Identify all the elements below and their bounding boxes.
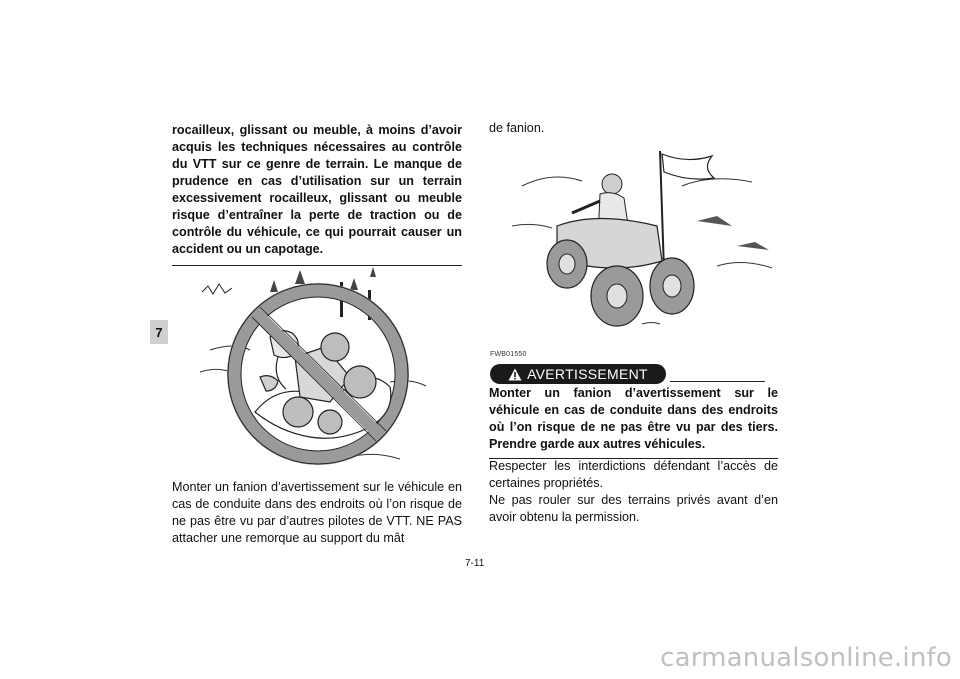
watermark: carmanualsonline.info	[660, 643, 952, 673]
page-number: 7-11	[465, 558, 485, 569]
property-instructions	[489, 458, 778, 526]
warning-text: Monter un fanion d’avertissement sur le véhicule en cas de conduite dans des endroits où l’on risque de ne pas être vu par des tiers. Prendre garde aux autres véhicules.	[489, 386, 778, 451]
warning-badge	[490, 364, 666, 384]
property-para-2: Ne pas rouler sur des terrains privés avant d’en avoir obtenu la permission.	[489, 493, 778, 524]
warning-label: AVERTISSEMENT	[527, 366, 648, 382]
flag-instruction-text: Monter un fanion d’avertissement sur le véhicule en cas de conduite dans des endroits où l’on risque de ne pas être vu par d’autres pilotes de VTT. NE PAS attacher une remorque au support du mât	[172, 480, 462, 545]
warning-header	[490, 362, 775, 384]
warning-continued-text: rocailleux, glissant ou meuble, à moins d’avoir acquis les techniques nécessaires au contrôle du VTT sur ce genre de terrain. Le manque de prudence en cas d’utilisation sur un terrain excessivement rocailleux, glissant ou meuble risque d’entraîner la perte de traction ou de contrôle du véhicule, ce qui pourrait causer un accident ou un capotage.	[172, 123, 462, 256]
warning-rule	[670, 381, 765, 382]
warning-triangle-icon	[508, 368, 522, 381]
atv-rollover-prohibition-icon	[200, 262, 428, 470]
warning-code: FWB01550	[490, 351, 527, 358]
atv-rollover-illustration	[200, 262, 428, 470]
continued-text: de fanion.	[489, 121, 545, 135]
warning-text-block	[489, 385, 778, 459]
property-para-1: Respecter les interdictions défendant l’accès de certaines propriétés.	[489, 459, 778, 490]
left-column	[172, 122, 462, 266]
atv-with-warning-flag-icon	[512, 146, 774, 336]
atv-flag-illustration	[512, 146, 774, 336]
chapter-tab: 7	[150, 320, 168, 344]
